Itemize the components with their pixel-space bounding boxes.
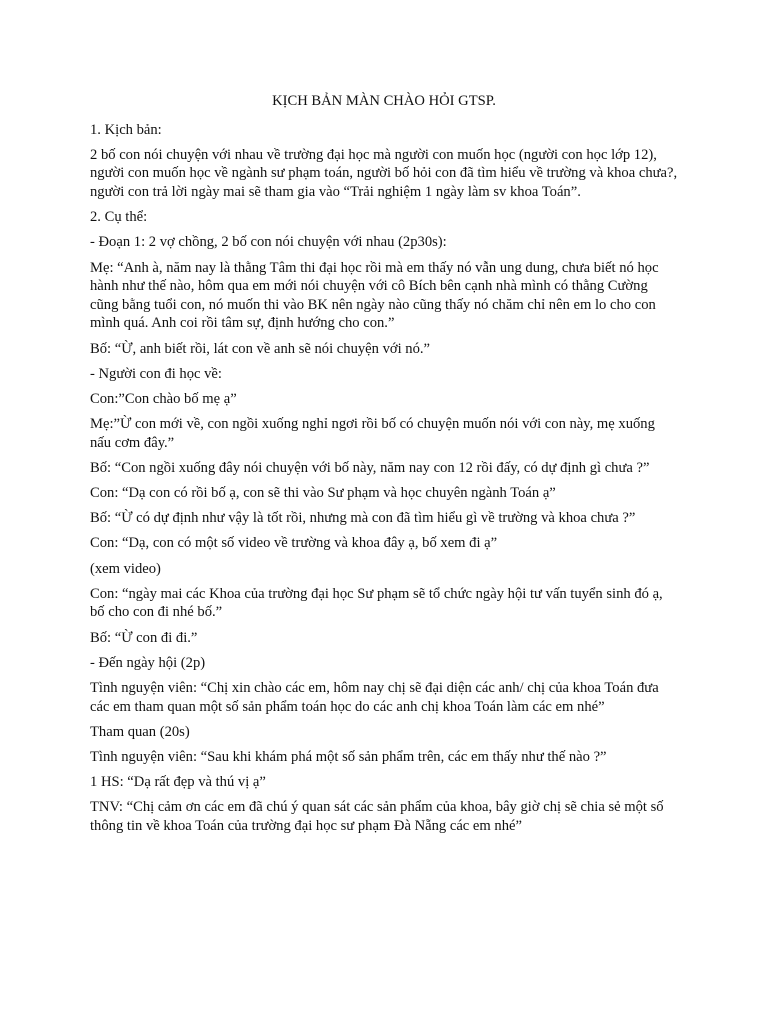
paragraph-volunteer-line-1: Tình nguyện viên: “Chị xin chào các em, hôm nay chị sẽ đại diện các anh/ chị của khoa Toán đưa các em tham quan một số sản phẩm toán học do các anh chị khoa Toán làm các em nhé” [90, 679, 659, 715]
paragraph-student-line: 1 HS: “Dạ rất đẹp và thú vị ạ” [90, 774, 266, 791]
paragraph-father-line-1: Bố: “Ừ, anh biết rồi, lát con về anh sẽ nói chuyện với nó.” [90, 340, 431, 357]
paragraph-scene-1: - Đoạn 1: 2 vợ chồng, 2 bố con nói chuyện với nhau (2p30s): [90, 234, 447, 251]
paragraph-son-arrives: - Người con đi học về: [90, 365, 222, 382]
paragraph-father-line-4: Bố: “Ừ con đi đi.” [90, 629, 198, 646]
document-title: KỊCH BẢN MÀN CHÀO HỎI GTSP. [272, 93, 496, 109]
paragraph-section-1-heading: 1. Kịch bản: [90, 121, 162, 138]
paragraph-father-line-3: Bố: “Ừ có dự định như vậy là tốt rồi, nhưng mà con đã tìm hiểu gì về trường và khoa chưa ?” [90, 510, 636, 527]
paragraph-son-line-2: Con: “Dạ con có rồi bố ạ, con sẽ thi vào Sư phạm và học chuyên ngành Toán ạ” [90, 485, 556, 502]
paragraph-scene-2: - Đến ngày hội (2p) [90, 654, 206, 671]
paragraph-tnv-line: TNV: “Chị cảm ơn các em đã chú ý quan sát các sản phẩm của khoa, bây giờ chị sẽ chia sẻ một số thông tin về khoa Toán của trường đại học sư phạm Đà Nẵng các em nhé” [90, 799, 664, 834]
paragraph-tour: Tham quan (20s) [90, 723, 190, 740]
paragraph-son-line-1: Con:”Con chào bố mẹ ạ” [90, 390, 237, 407]
paragraph-son-line-4: Con: “ngày mai các Khoa của trường đại học Sư phạm sẽ tổ chức ngày hội tư vấn tuyển sinh đó ạ, bố cho con đi nhé bố.” [90, 585, 663, 621]
paragraph-son-line-3: Con: “Dạ, con có một số video về trường và khoa đây ạ, bố xem đi ạ” [90, 535, 498, 552]
paragraph-volunteer-line-2: Tình nguyện viên: “Sau khi khám phá một số sản phẩm trên, các em thấy như thế nào ?” [90, 748, 607, 765]
paragraph-mother-line-1: Mẹ: “Anh à, năm nay là thằng Tâm thi đại học rồi mà em thấy nó vẫn ung dung, chưa biết nó học hành như thế nào, hôm qua em mới nói chuyện với cô Bích bên cạnh nhà mình có thằng Cường cũng bằng tuổi con, nó muốn thi vào BK nên ngày nào cũng thấy nó chăm chỉ nên em lo cho con mình quá. Anh coi rồi tâm sự, định hướng cho con.” [90, 259, 659, 332]
paragraph-section-2-heading: 2. Cụ thể: [90, 209, 148, 226]
paragraph-father-line-2: Bố: “Con ngồi xuống đây nói chuyện với bố này, năm nay con 12 rồi đấy, có dự định gì chưa ?” [90, 459, 650, 476]
paragraph-mother-line-2: Mẹ:”Ừ con mới về, con ngồi xuống nghỉ ngơi rồi bố có chuyện muốn nói với con này, mẹ xuống nấu cơm đây.” [90, 416, 655, 451]
paragraph-summary: 2 bố con nói chuyện với nhau về trường đại học mà người con muốn học (người con học lớp 12), người con muốn học về ngành sư phạm toán, người bố hỏi con đã tìm hiểu về trường và khoa chưa?, người con trả lời ngày mai sẽ tham gia vào “Trải nghiệm 1 ngày làm sv khoa Toán”. [90, 146, 678, 200]
paragraph-watch-video: (xem video) [90, 560, 161, 577]
